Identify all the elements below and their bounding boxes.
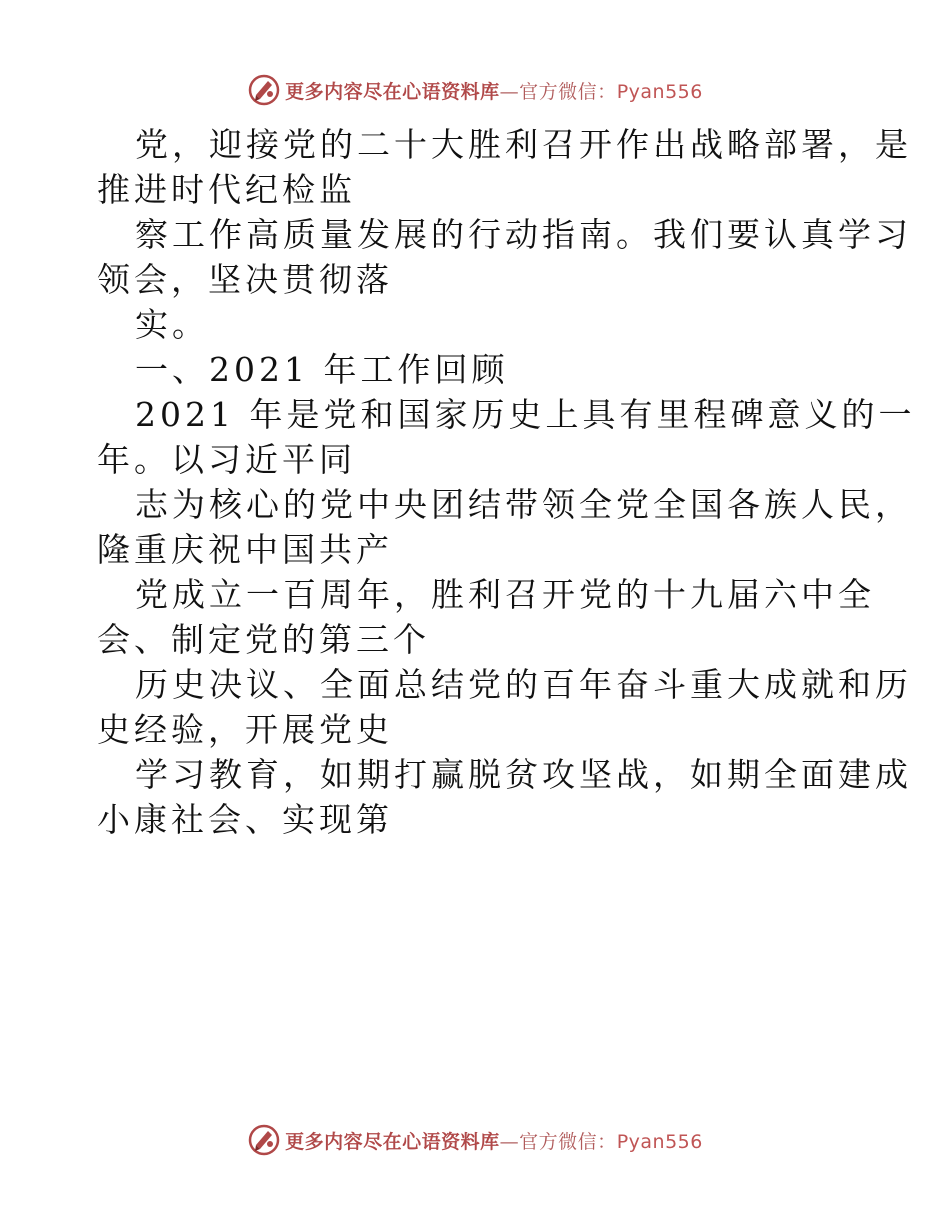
body-line: 史经验，开展党史 [97, 710, 393, 749]
banner-dash: — [499, 1130, 520, 1153]
banner-wechat-id: Pyan556 [616, 80, 703, 103]
footer-banner-text [285, 1127, 703, 1154]
document-body [97, 122, 916, 842]
section-heading: 一、2021 年工作回顾 [135, 350, 509, 389]
body-line: 历史决议、全面总结党的百年奋斗重大成就和历 [135, 665, 912, 704]
body-line: 党成立一百周年，胜利召开党的十九届六中全 [135, 575, 875, 614]
banner-wechat-label: 官方微信： [519, 80, 617, 103]
banner-wechat-id: Pyan556 [616, 1130, 703, 1153]
body-line: 察工作高质量发展的行动指南。我们要认真学习 [135, 215, 912, 254]
banner-wechat-label: 官方微信： [519, 1130, 617, 1153]
body-line: 实。 [135, 305, 209, 344]
body-line: 年。以习近平同 [97, 440, 356, 479]
banner-brand: 更多内容尽在心语资料库 [285, 80, 500, 103]
banner-brand: 更多内容尽在心语资料库 [285, 1130, 500, 1153]
body-line: 志为核心的党中央团结带领全党全国各族人民， [135, 485, 912, 524]
body-line: 领会，坚决贯彻落 [97, 260, 393, 299]
body-line: 会、制定党的第三个 [97, 620, 430, 659]
brand-logo-icon [247, 73, 281, 107]
body-line: 2021 年是党和国家历史上具有里程碑意义的一 [135, 395, 916, 434]
body-line: 推进时代纪检监 [97, 170, 356, 209]
body-line: 小康社会、实现第 [97, 800, 393, 839]
body-line: 隆重庆祝中国共产 [97, 530, 393, 569]
header-banner [0, 70, 950, 110]
banner-dash: — [499, 80, 520, 103]
footer-banner [0, 1120, 950, 1160]
body-line: 党，迎接党的二十大胜利召开作出战略部署，是 [135, 125, 912, 164]
header-banner-text [285, 77, 703, 104]
body-line: 学习教育，如期打赢脱贫攻坚战，如期全面建成 [135, 755, 912, 794]
brand-logo-icon [247, 1123, 281, 1157]
